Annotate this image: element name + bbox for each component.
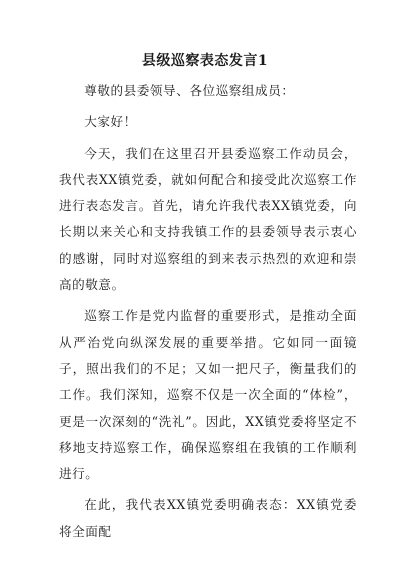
paragraph-pledge: 在此，我代表XX镇党委明确表态：XX镇党委将全面配	[59, 497, 357, 539]
document-title: 县级巡察表态发言1	[141, 53, 269, 69]
paragraph-opening: 今天，我们在这里召开县委巡察工作动员会，我代表XX镇党委，就如何配合和接受此次巡察工作进行表态发言。首先，请允许我代表XX镇党委，向长期以来关心和支持我镇工作的县委领导表示衷心的感谢，同时对巡察组的到来表示热烈的欢迎和崇高的敬意。	[59, 145, 357, 293]
document-body	[59, 78, 357, 545]
greeting-line: 大家好！	[84, 114, 137, 130]
salutation-line: 尊敬的县委领导、各位巡察组成员：	[84, 83, 295, 98]
paragraph-significance: 巡察工作是党内监督的重要形式，是推动全面从严治党向纵深发展的重要举措。它如同一面镜子，照出我们的不足；又如一把尺子，衡量我们的工作。我们深知，巡察不仅是一次全面的“体检”，更是一次深刻的“洗礼”。因此，XX镇党委将坚定不移地支持巡察工作，确保巡察组在我镇的工作顺利进行。	[59, 308, 357, 482]
